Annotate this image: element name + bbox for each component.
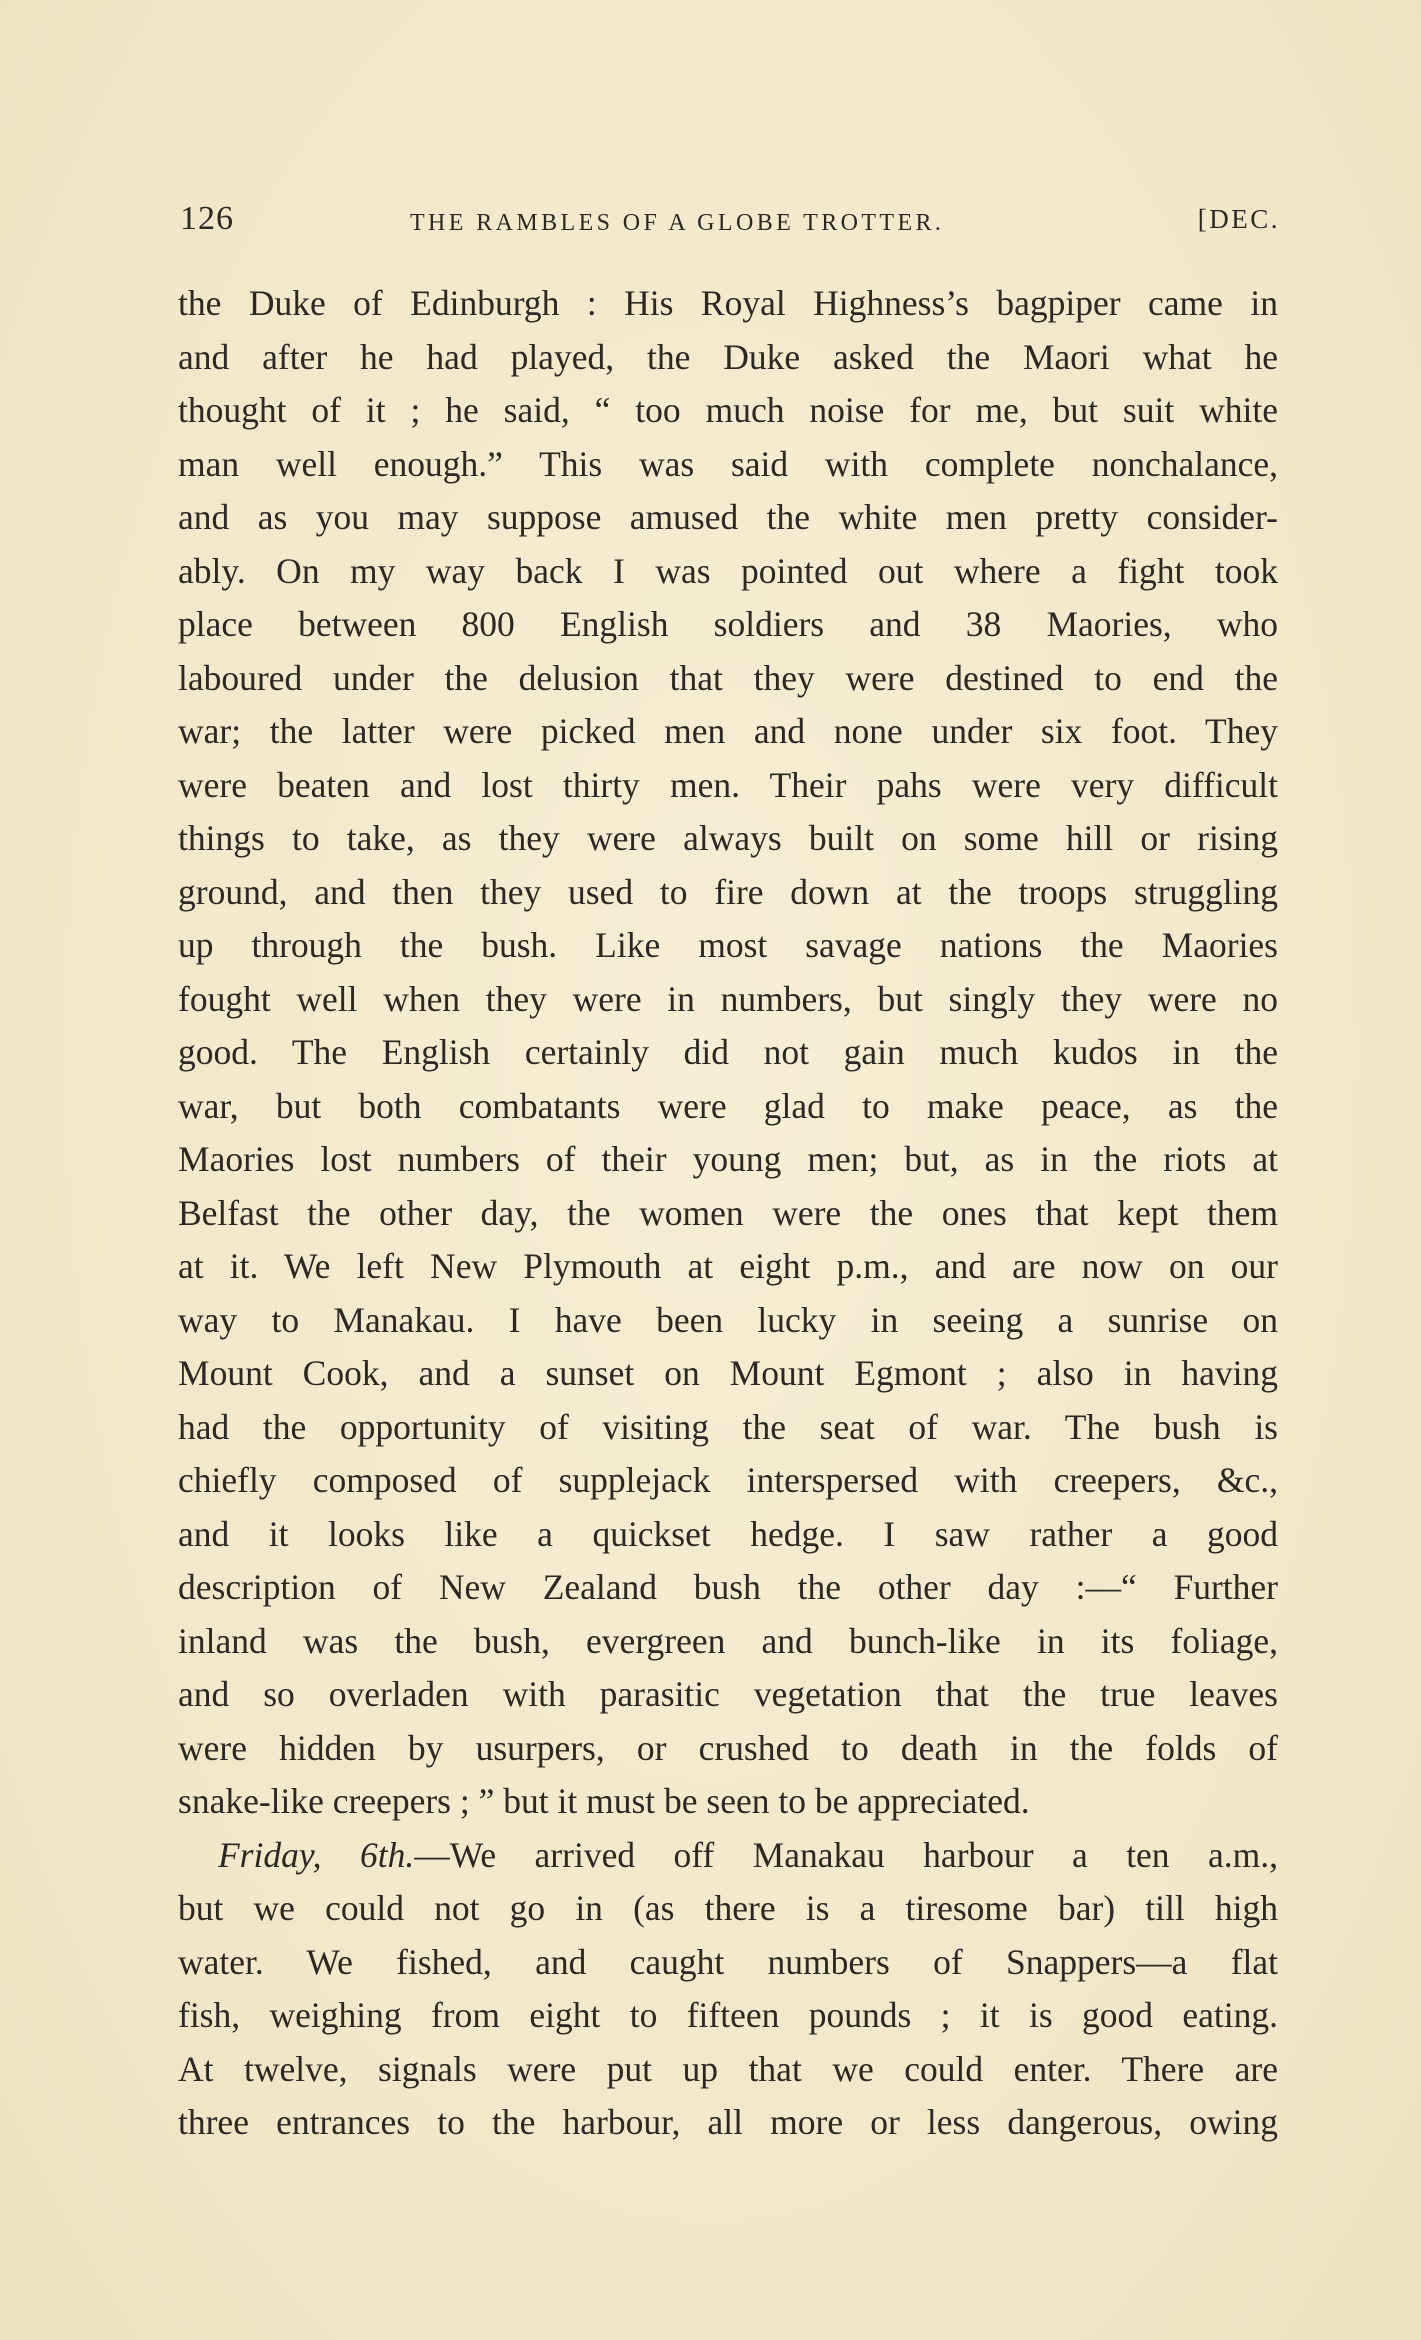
text-line: were beaten and lost thirty men. Their pahs were very difficult [178,764,1278,805]
text-line: chiefly composed of supplejack interspersed with creepers, &c., [178,1460,1278,1500]
section-marker: [DEC. [1197,204,1280,234]
paragraph-lead-line [178,1829,1278,1883]
text-line: laboured under the delusion that they were destined to end the [178,657,1278,698]
text-line: water. We fished, and caught numbers of Snappers—a flat [178,1941,1278,1982]
text-line: description of New Zealand bush the other day :—“ Further [178,1567,1278,1607]
text-line: snake-like creepers ; ” but it must be seen to be appreciated. [178,1781,1030,1821]
text-line: war, but both combatants were glad to make peace, as the [178,1085,1278,1126]
text-line: but we could not go in (as there is a tiresome bar) till high [178,1888,1278,1928]
text-line: the Duke of Edinburgh : His Royal Highness’s bagpiper came in [178,283,1278,323]
text-line: and so overladen with parasitic vegetation that the true leaves [178,1674,1278,1714]
body-text [178,277,1278,2150]
text-line: things to take, as they were always built on some hill or rising [178,818,1278,858]
text-line: thought of it ; he said, “ too much noise for me, but suit white [178,390,1278,430]
text-line: inland was the bush, evergreen and bunch-like in its foliage, [178,1620,1278,1661]
running-head [180,200,1280,250]
page-number: 126 [180,200,234,237]
date-heading: Friday, 6th. [218,1834,415,1875]
text-line: fought well when they were in numbers, but singly they were no [178,978,1278,1019]
text-line: Maories lost numbers of their young men; but, as in the riots at [178,1139,1278,1179]
text-line: fish, weighing from eight to fifteen pounds ; it is good eating. [178,1995,1278,2035]
lead-line-text: —We arrived off Manakau harbour a ten a.m., [414,1834,1278,1875]
text-line: good. The English certainly did not gain much kudos in the [178,1032,1278,1072]
text-line: Mount Cook, and a sunset on Mount Egmont ; also in having [178,1353,1278,1393]
text-line: three entrances to the harbour, all more or less dangerous, owing [178,2102,1278,2142]
text-line: and after he had played, the Duke asked the Maori what he [178,336,1278,377]
text-line: at it. We left New Plymouth at eight p.m., and are now on our [178,1246,1278,1286]
text-line: ably. On my way back I was pointed out where a fight took [178,550,1278,591]
text-line: Belfast the other day, the women were the ones that kept them [178,1192,1278,1233]
text-line: ground, and then they used to fire down at the troops struggling [178,871,1278,912]
text-line: and as you may suppose amused the white men pretty consider- [178,497,1278,537]
text-line: were hidden by usurpers, or crushed to death in the folds of [178,1727,1278,1768]
text-line: place between 800 English soldiers and 38 Maories, who [178,604,1278,644]
text-line: man well enough.” This was said with complete nonchalance, [178,443,1278,484]
text-line: up through the bush. Like most savage nations the Maories [178,925,1278,965]
text-line: had the opportunity of visiting the seat of war. The bush is [178,1406,1278,1447]
text-line: At twelve, signals were put up that we could enter. There are [178,2048,1278,2089]
running-title: THE RAMBLES OF A GLOBE TROTTER. [410,210,945,236]
text-line: war; the latter were picked men and none under six foot. They [178,711,1278,751]
text-line: and it looks like a quickset hedge. I saw rather a good [178,1513,1278,1554]
text-line: way to Manakau. I have been lucky in seeing a sunrise on [178,1299,1278,1340]
